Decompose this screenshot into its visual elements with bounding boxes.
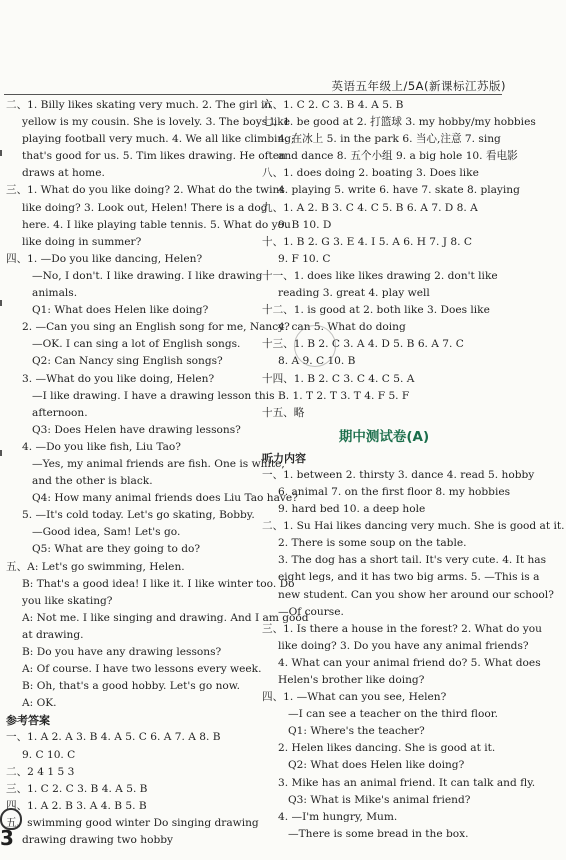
text-line: like doing? 3. Look out, Helen! There is a dog (22, 201, 268, 214)
text-line: here. 4. I like playing table tennis. 5. What do you (22, 218, 291, 231)
text-line: 6. animal 7. on the first floor 8. my hobbies (278, 485, 511, 498)
text-line: 一、1. A 2. A 3. B 4. A 5. C 6. A 7. A 8. B (6, 731, 221, 744)
text-line: 四、1. —What can you see, Helen? (262, 691, 447, 704)
watermark-logo (370, 808, 550, 860)
text-line: 十三、1. B 2. C 3. A 4. D 5. B 6. A 7. C (262, 338, 464, 351)
text-line: —I like drawing. I have a drawing lesson this (32, 389, 275, 402)
watermark-stamp (294, 325, 336, 367)
text-line: —There is some bread in the box. (288, 827, 469, 840)
text-line: 4. 在冰上 5. in the park 6. 当心,注意 7. sing (278, 133, 501, 146)
text-line: —OK. I can sing a lot of English songs. (32, 338, 241, 351)
text-line: B. 1. T 2. T 3. T 4. F 5. F (278, 389, 410, 402)
text-line: 4. —Do you like fish, Liu Tao? (22, 440, 181, 453)
text-line: 十四、1. B 2. C 3. C 4. C 5. A (262, 372, 415, 385)
text-line: 一、1. between 2. thirsty 3. dance 4. read 5. hobby (262, 468, 535, 481)
text-line: draws at home. (22, 167, 105, 180)
exam-title: 期中测试卷(A) (338, 428, 430, 445)
text-line: 五、A: Let's go swimming, Helen. (6, 560, 185, 573)
text-line: yellow is my cousin. She is lovely. 3. The boys like (22, 116, 290, 129)
text-line: 5. —It's cold today. Let's go skating, Bobby. (22, 509, 255, 522)
text-line: playing football very much. 4. We all like climbing; (22, 133, 295, 146)
text-line: 十一、1. does like likes drawing 2. don't like (262, 269, 498, 282)
text-line: 3. The dog has a short tail. It's very cute. 4. It has (278, 554, 547, 567)
header-divider (4, 94, 502, 95)
text-line: 8. A 9. C 10. B (278, 355, 356, 368)
right-column (262, 97, 565, 843)
text-line: 9. hard bed 10. a deep hole (278, 503, 426, 516)
text-line: 4. playing 5. write 6. have 7. skate 8. playing (278, 184, 520, 197)
text-line: 4. —I'm hungry, Mum. (278, 810, 398, 823)
text-line: Q1: What does Helen like doing? (32, 304, 209, 317)
text-line: like doing? 3. Do you have any animal friends? (278, 639, 529, 652)
text-line: 二、2 4 1 5 3 (6, 765, 75, 778)
text-line: B: Oh, that's a good hobby. Let's go now. (22, 680, 240, 693)
text-line: B: That's a good idea! I like it. I like winter too. Do (22, 577, 295, 590)
text-line: 五、swimming good winter Do singing drawing (6, 816, 259, 829)
text-line: 2. —Can you sing an English song for me, Nancy? (22, 321, 290, 334)
text-line: 三、1. C 2. C 3. B 4. A 5. B (6, 782, 148, 795)
text-line: Helen's brother like doing? (278, 674, 425, 686)
text-line: B: Do you have any drawing lessons? (22, 646, 222, 658)
text-line: animals. (32, 287, 78, 300)
text-line: 六、1. C 2. C 3. B 4. A 5. B (262, 99, 404, 111)
text-line: 2. There is some soup on the table. (278, 537, 467, 550)
text-line: that's good for us. 5. Tim likes drawing. He often (22, 150, 286, 163)
text-line: 八、1. does doing 2. boating 3. Does like (262, 167, 479, 180)
text-line: —No, I don't. I like drawing. I like drawing (32, 269, 263, 282)
text-line: afternoon. (32, 406, 88, 419)
text-line: Q3: Does Helen have drawing lessons? (32, 423, 241, 436)
text-line: —Good idea, Sam! Let's go. (32, 526, 181, 539)
text-line: 三、1. What do you like doing? 2. What do the twins (6, 184, 285, 197)
text-line: 4. can 5. What do doing (278, 321, 406, 334)
text-line: new student. Can you show her around our school? (278, 588, 554, 601)
text-line: 二、1. Billy likes skating very much. 2. The girl in (6, 99, 272, 111)
binding-edge-mark (0, 300, 2, 306)
text-line: 3. Mike has an animal friend. It can talk and fly. (278, 776, 536, 789)
text-line: 三、1. Is there a house in the forest? 2. What do you (262, 622, 542, 635)
text-line: 十、1. B 2. G 3. E 4. I 5. A 6. H 7. J 8. C (262, 235, 472, 248)
text-line: —Of course. (278, 605, 344, 618)
text-line: and the other is black. (32, 475, 153, 488)
text-line: 4. What can your animal friend do? 5. What does (278, 656, 541, 669)
text-line: Q3: What is Mike's animal friend? (288, 793, 471, 806)
text-line: like doing in summer? (22, 235, 142, 248)
text-line: Q4: How many animal friends does Liu Tao have? (32, 492, 298, 505)
text-line: 2. Helen likes dancing. She is good at it. (278, 742, 496, 755)
text-line: 十五、略 (262, 406, 305, 419)
text-line: you like skating? (22, 594, 113, 607)
text-line: at drawing. (22, 628, 84, 641)
binding-edge-mark (0, 450, 2, 456)
text-line: —Yes, my animal friends are fish. One is white, (32, 457, 285, 470)
text-line: A: Of course. I have two lessons every week. (22, 663, 262, 676)
text-line: 3. —What do you like doing, Helen? (22, 372, 215, 385)
text-line: eight legs, and it has two big arms. 5. —This is a (278, 571, 540, 584)
text-line: drawing drawing two hobby (22, 834, 173, 847)
text-line: 9. F 10. C (278, 252, 331, 265)
section-heading: 参考答案 (6, 714, 50, 728)
text-line: 九、1. A 2. B 3. C 4. C 5. B 6. A 7. D 8. A (262, 201, 478, 214)
text-line: 二、1. Su Hai likes dancing very much. She is good at it. (262, 520, 565, 533)
text-line: and dance 8. 五个小组 9. a big hole 10. 看电影 (278, 150, 518, 163)
text-line: Q5: What are they going to do? (32, 543, 201, 556)
text-line: 七、1. be good at 2. 打篮球 3. my hobby/my hobbies (262, 116, 536, 129)
text-line: 9. B 10. D (278, 218, 332, 231)
text-line: 9. C 10. C (22, 748, 76, 761)
text-line: 十二、1. is good at 2. both like 3. Does like (262, 304, 490, 317)
text-line: 四、1. A 2. B 3. A 4. B 5. B (6, 799, 147, 812)
text-line: Q1: Where's the teacher? (288, 725, 425, 738)
page-header-title: 英语五年级上/5A(新课标江苏版) (331, 79, 506, 93)
binding-edge-mark (0, 150, 2, 156)
page-number: 3 (0, 826, 14, 850)
text-line: Q2: Can Nancy sing English songs? (32, 355, 223, 368)
text-line: —I can see a teacher on the third floor. (288, 708, 498, 721)
text-line: reading 3. great 4. play well (278, 287, 430, 300)
text-line: 四、1. —Do you like dancing, Helen? (6, 252, 203, 265)
section-heading: 听力内容 (262, 451, 306, 465)
text-line: A: OK. (22, 697, 57, 710)
text-line: A: Not me. I like singing and drawing. And I am good (22, 611, 309, 624)
text-line: Q2: What does Helen like doing? (288, 759, 465, 772)
